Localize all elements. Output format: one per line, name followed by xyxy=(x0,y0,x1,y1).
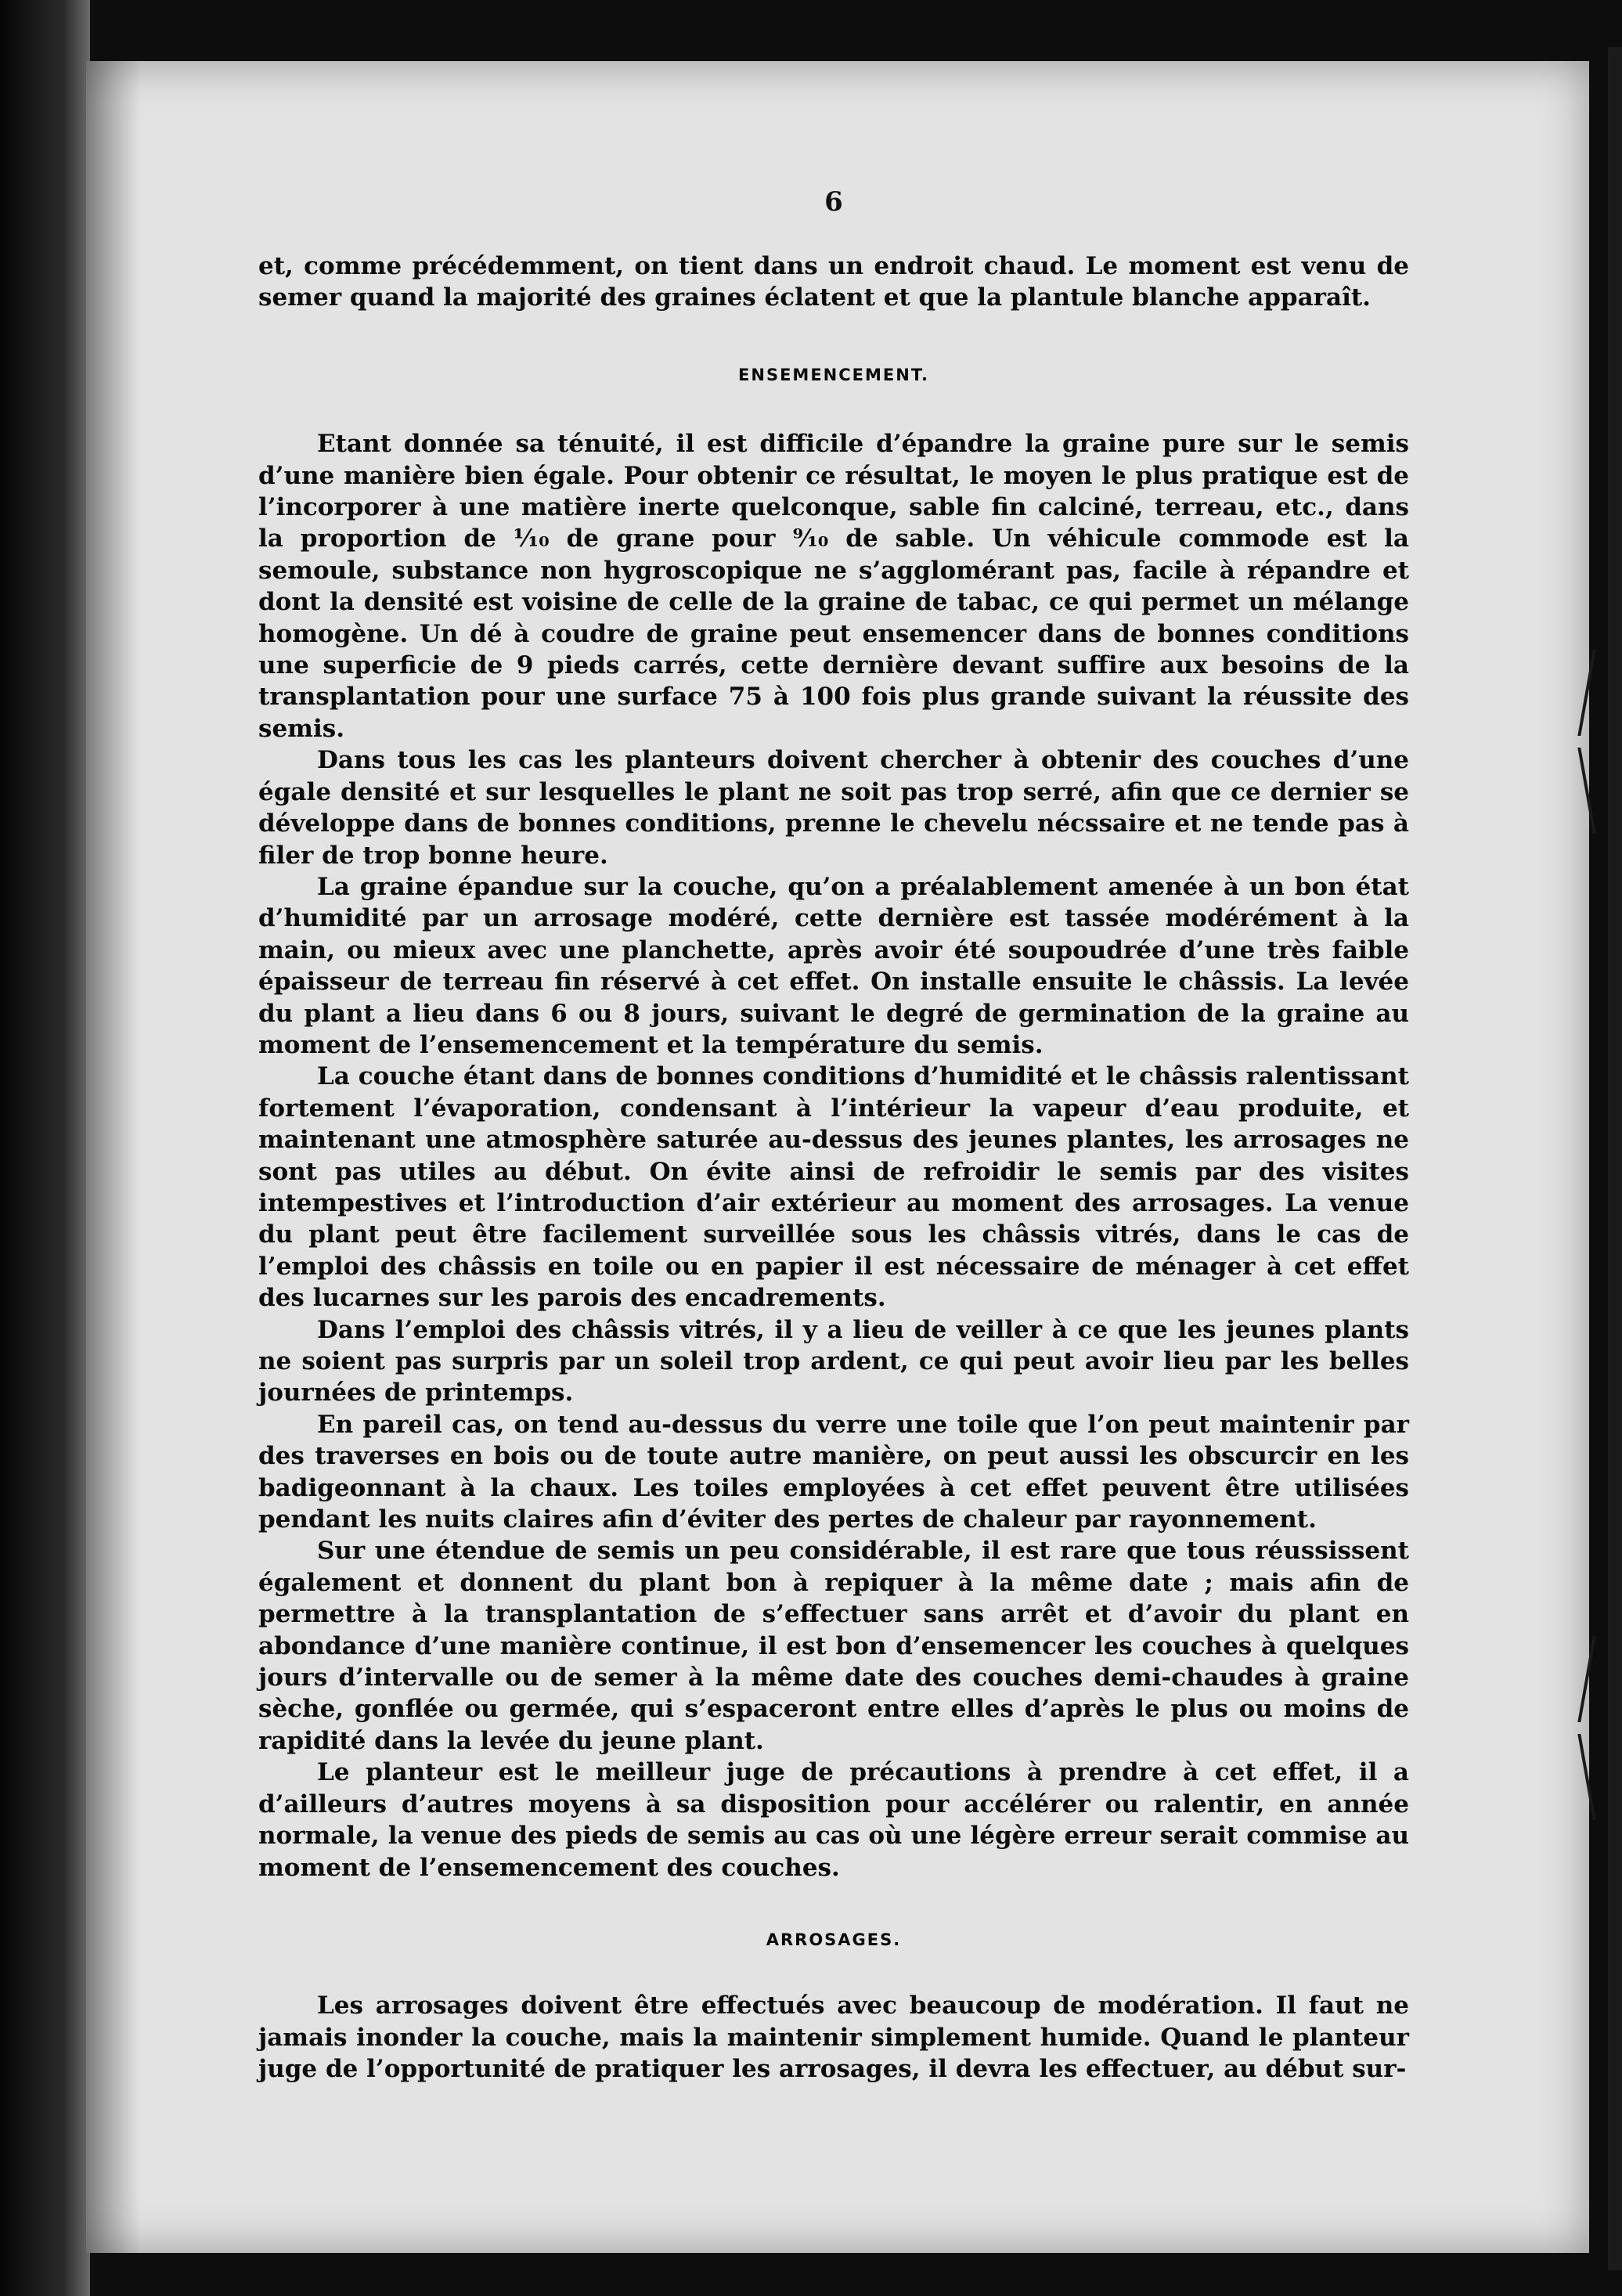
paragraph: Dans tous les cas les planteurs doivent chercher à obtenir des couches d’une égale densité et sur lesquelles le plant ne soit pas trop serré, afin que ce dernier se développe dans de bonnes conditions, prenne le chevelu nécssaire et ne tende pas à filer de trop bonne heure. xyxy=(258,746,1409,870)
scan-edge xyxy=(1608,47,1622,2270)
paragraph: Etant donnée sa ténuité, il est difficile d’épandre la graine pure sur le semis d’une manière bien égale. Pour obtenir ce résultat, le moyen le plus pratique est de l’incorporer à une matière inerte quelconque, sable fin calciné, terreau, etc., dans la proportion de ¹⁄₁₀ de grane pour ⁹⁄₁₀ de sable. Un véhicule commode est la semoule, substance non hygroscopique ne s’agglomérant pas, facile à répandre et dont la densité est voisine de celle de la graine de tabac, ce qui permet un mélange homogène. Un dé à coudre de graine peut ensemencer dans de bonnes conditions une superficie de 9 pieds carrés, cette dernière devant suffire aux besoins de la transplantation pour une surface 75 à 100 fois plus grande suivant la réussite des semis. xyxy=(258,430,1409,743)
paragraph: En pareil cas, on tend au-dessus du verre une toile que l’on peut maintenir par des traverses en bois ou de toute autre manière, on peut aussi les obscurcir en les badigeonnant à la chaux. Les toiles employées à cet effet peuvent être utilisées pendant les nuits claires afin d’éviter des pertes de chaleur par rayonnement. xyxy=(258,1410,1409,1534)
section-heading-ensemencement: ENSEMENCEMENT. xyxy=(738,365,929,384)
paragraph: La graine épandue sur la couche, qu’on a préalablement amenée à un bon état d’humidité par un arrosage modéré, cette dernière est tassée modérément à la main, ou mieux avec une planchette, après avoir été soupoudrée d’une très faible épaisseur de terreau fin réservé à cet effet. On installe ensuite le châssis. La levée du plant a lieu dans 6 ou 8 jours, suivant le degré de germination de la graine au moment de l’ensemencement et la température du semis. xyxy=(258,872,1409,1059)
section-heading-arrosages: ARROSAGES. xyxy=(766,1930,902,1949)
paragraph: Sur une étendue de semis un peu considérable, il est rare que tous réussissent également et donnent du plant bon à repiquer à la même date ; mais afin de permettre à la transplantation de s’effectuer sans arrêt et d’avoir du plant en abondance d’une manière continue, il est bon d’ensemencer les couches à quelques jours d’intervalle ou de semer à la même date des couches demi-chaudes à graine sèche, gonflée ou germée, qui s’espaceront entre elles d’après le plus ou moins de rapidité dans la levée du jeune plant. xyxy=(258,1537,1409,1755)
page-body xyxy=(258,251,1409,2085)
paragraph: Dans l’emploi des châssis vitrés, il y a lieu de veiller à ce que les jeunes plants ne soient pas surpris par un soleil trop ardent, ce qui peut avoir lieu par les belles journées de printemps. xyxy=(258,1315,1409,1408)
paragraph: La couche étant dans de bonnes conditions d’humidité et le châssis ralentissant fortement l’évaporation, condensant à l’intérieur la vapeur d’eau produite, et maintenant une atmosphère saturée au-dessus des jeunes plantes, les arrosages ne sont pas utiles au début. On évite ainsi de refroidir le semis par des visites intempestives et l’introduction d’air extérieur au moment des arrosages. La venue du plant peut être facilement surveillée sous les châssis vitrés, dans le cas de l’emploi des châssis en toile ou en papier il est nécessaire de ménager à cet effet des lucarnes sur les parois des encadrements. xyxy=(258,1062,1409,1313)
paragraph: Le planteur est le meilleur juge de précautions à prendre à cet effet, il a d’ailleurs d’autres moyens à sa disposition pour accélérer ou ralentir, en année normale, la venue des pieds de semis au cas où une légère erreur serait commise au moment de l’ensemencement des couches. xyxy=(258,1758,1409,1882)
binding-shadow xyxy=(0,0,90,2296)
paragraph-intro: et, comme précédemment, on tient dans un endroit chaud. Le moment est venu de semer quand la majorité des graines éclatent et que la plantule blanche apparaît. xyxy=(258,252,1409,312)
paragraph: Les arrosages doivent être effectués avec beaucoup de modération. Il faut ne jamais inonder la couche, mais la maintenir simplement humide. Quand le planteur juge de l’opportunité de pratiquer les arrosages, il devra les effectuer, au début sur- xyxy=(258,1991,1409,2084)
page-number: 6 xyxy=(824,186,843,218)
